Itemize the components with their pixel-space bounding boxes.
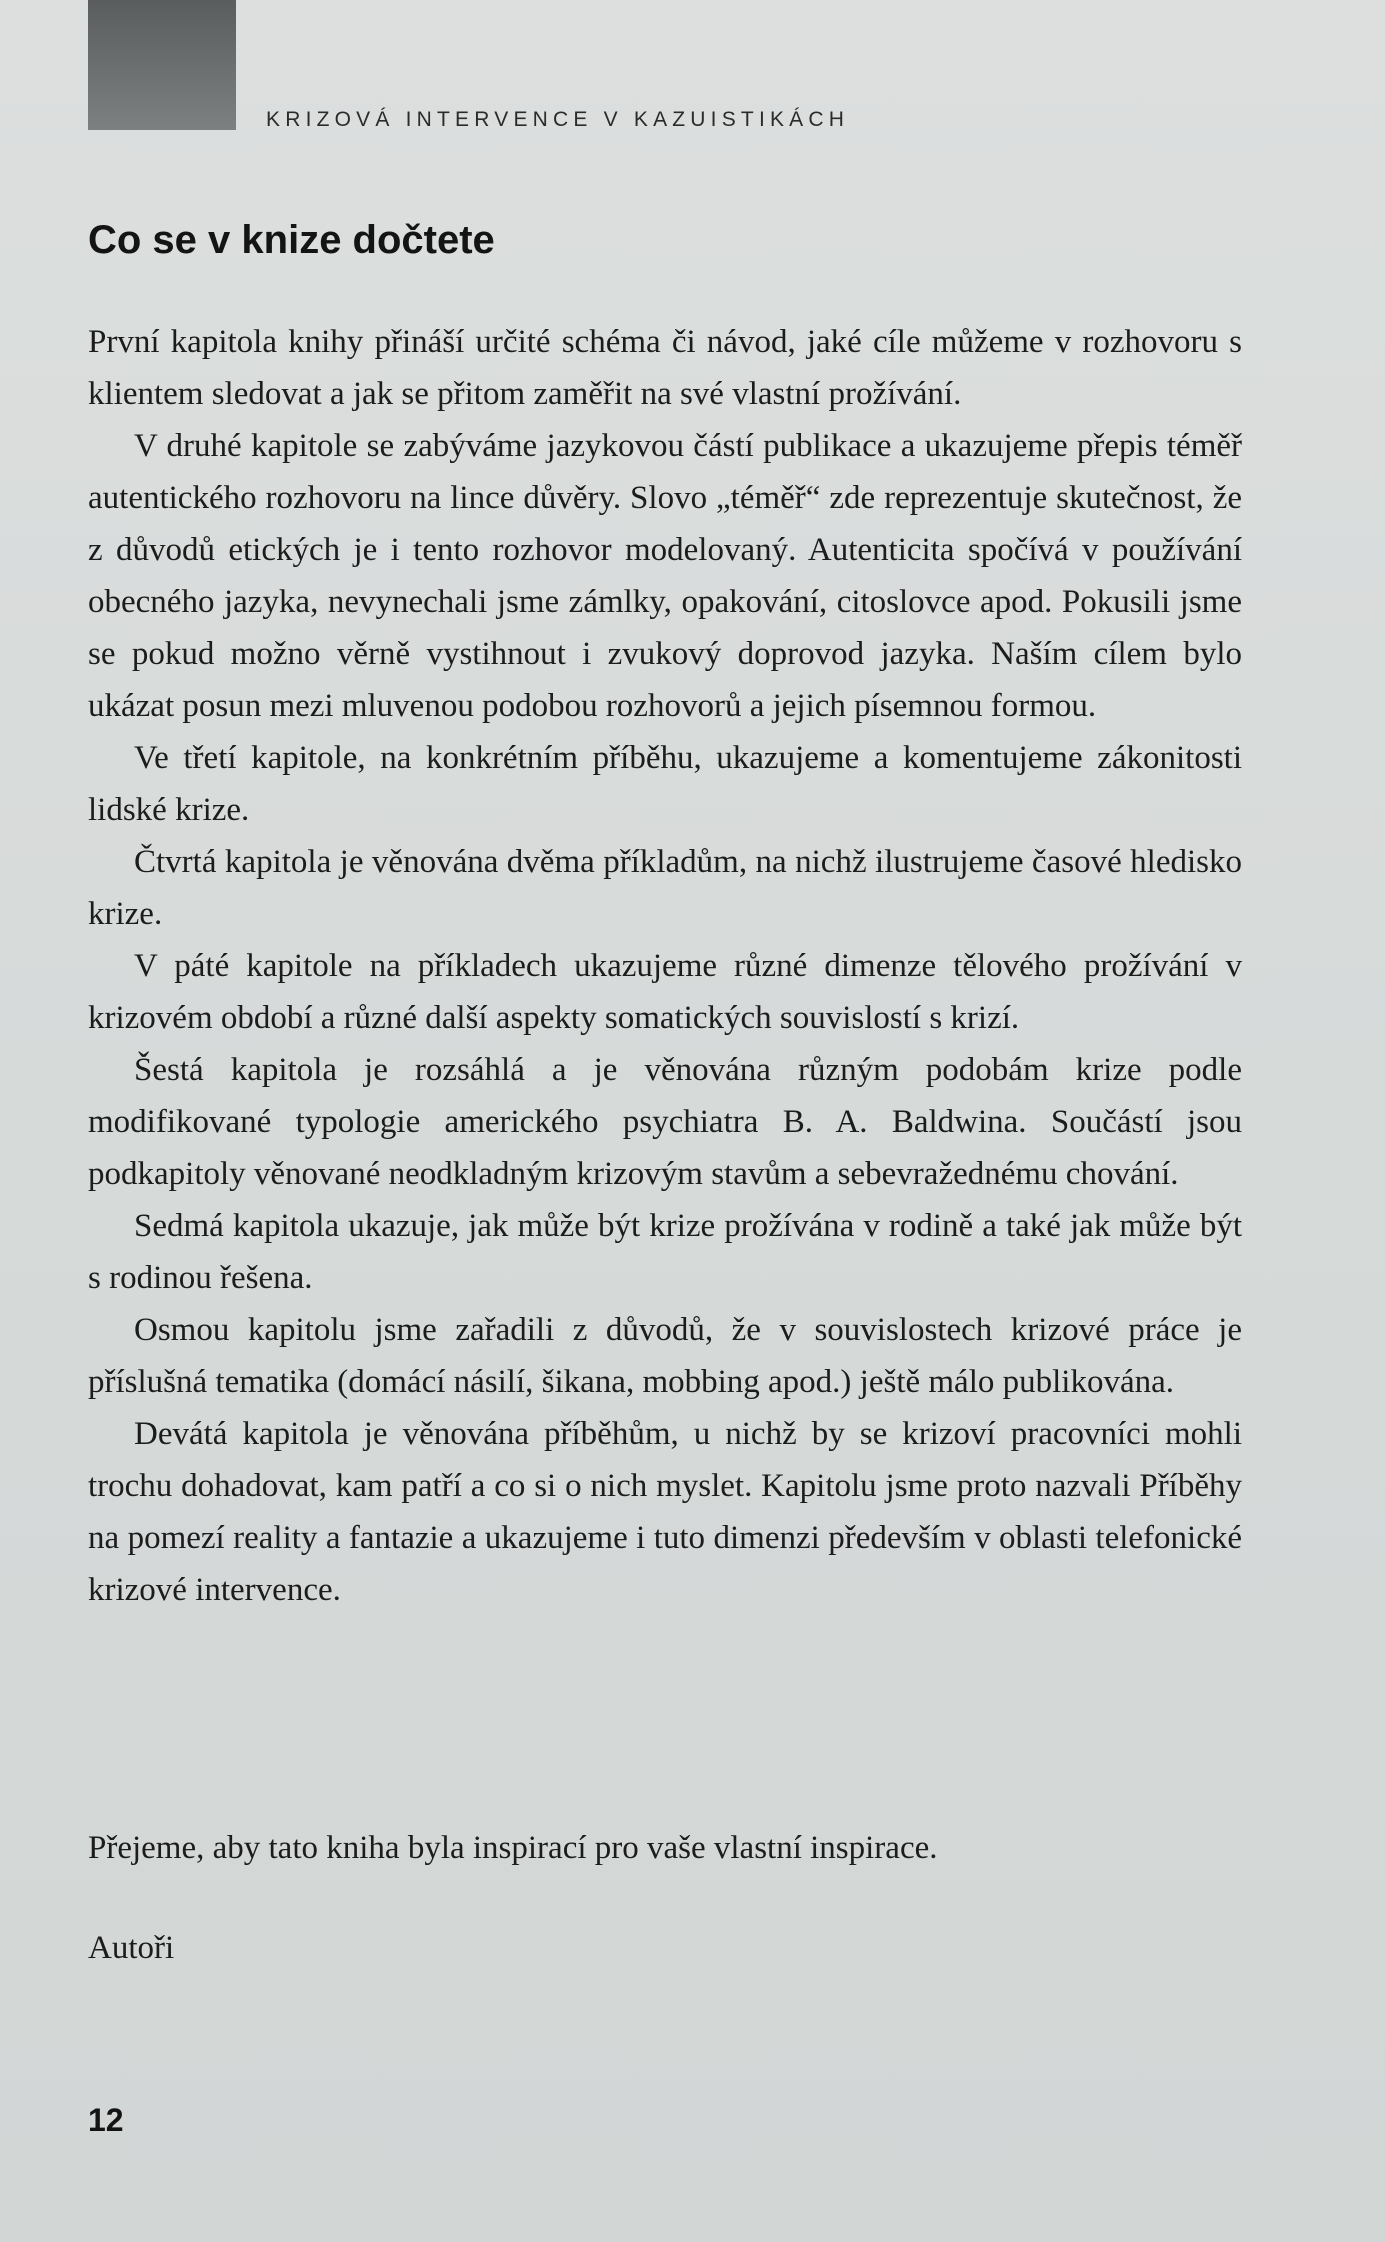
paragraph-6: Šestá kapitola je rozsáhlá a je věnována různým podobám krize podle modifikované typologie amerického psychiatra B. A. Baldwina. Součástí jsou podkapitoly věnované neodkladným krizovým stavům a sebevražednému chování. xyxy=(88,1052,1242,1192)
body-text xyxy=(88,316,1242,1616)
paragraph-2: V druhé kapitole se zabýváme jazykovou částí publikace a ukazujeme přepis téměř autentického rozhovoru na lince důvěry. Slovo „téměř“ zde reprezentuje skutečnost, že z důvodů etických je i tento rozhovor modelovaný. Autenticita spočívá v používání obecného jazyka, nevynechali jsme zámlky, opakování, citoslovce apod. Pokusili jsme se pokud možno věrně vystihnout i zvukový doprovod jazyka. Naším cílem bylo ukázat posun mezi mluvenou podobou rozhovorů a jejich písemnou formou. xyxy=(88,428,1242,724)
header-tab-block xyxy=(88,0,236,130)
paragraph-3: Ve třetí kapitole, na konkrétním příběhu, ukazujeme a komentujeme zákonitosti lidské krize. xyxy=(88,740,1242,828)
running-head: KRIZOVÁ INTERVENCE V KAZUISTIKÁCH xyxy=(266,108,850,131)
paragraph-7: Sedmá kapitola ukazuje, jak může být krize prožívána v rodině a také jak může být s rodinou řešena. xyxy=(88,1208,1242,1296)
paragraph-1: První kapitola knihy přináší určité schéma či návod, jaké cíle můžeme v rozhovoru s klientem sledovat a jak se přitom zaměřit na své vlastní prožívání. xyxy=(88,324,1242,412)
paragraph-4: Čtvrtá kapitola je věnována dvěma příkladům, na nichž ilustrujeme časové hledisko krize. xyxy=(88,844,1242,932)
paragraph-9: Devátá kapitola je věnována příběhům, u nichž by se krizoví pracovníci mohli trochu dohadovat, kam patří a co si o nich myslet. Kapitolu jsme proto nazvali Příběhy na pomezí reality a fantazie a ukazujeme i tuto dimenzi především v oblasti telefonické krizové intervence. xyxy=(88,1416,1242,1608)
section-title: Co se v knize dočtete xyxy=(88,218,495,262)
signature: Autoři xyxy=(88,1930,175,1966)
paragraph-8: Osmou kapitolu jsme zařadili z důvodů, že v souvislostech krizové práce je příslušná tematika (domácí násilí, šikana, mobbing apod.) ještě málo publikována. xyxy=(88,1312,1242,1400)
page-number: 12 xyxy=(88,2102,124,2138)
paragraph-5: V páté kapitole na příkladech ukazujeme různé dimenze tělového prožívání v krizovém období a různé další aspekty somatických souvislostí s krizí. xyxy=(88,948,1242,1036)
closing-wish: Přejeme, aby tato kniha byla inspirací pro vaše vlastní inspirace. xyxy=(88,1830,938,1866)
